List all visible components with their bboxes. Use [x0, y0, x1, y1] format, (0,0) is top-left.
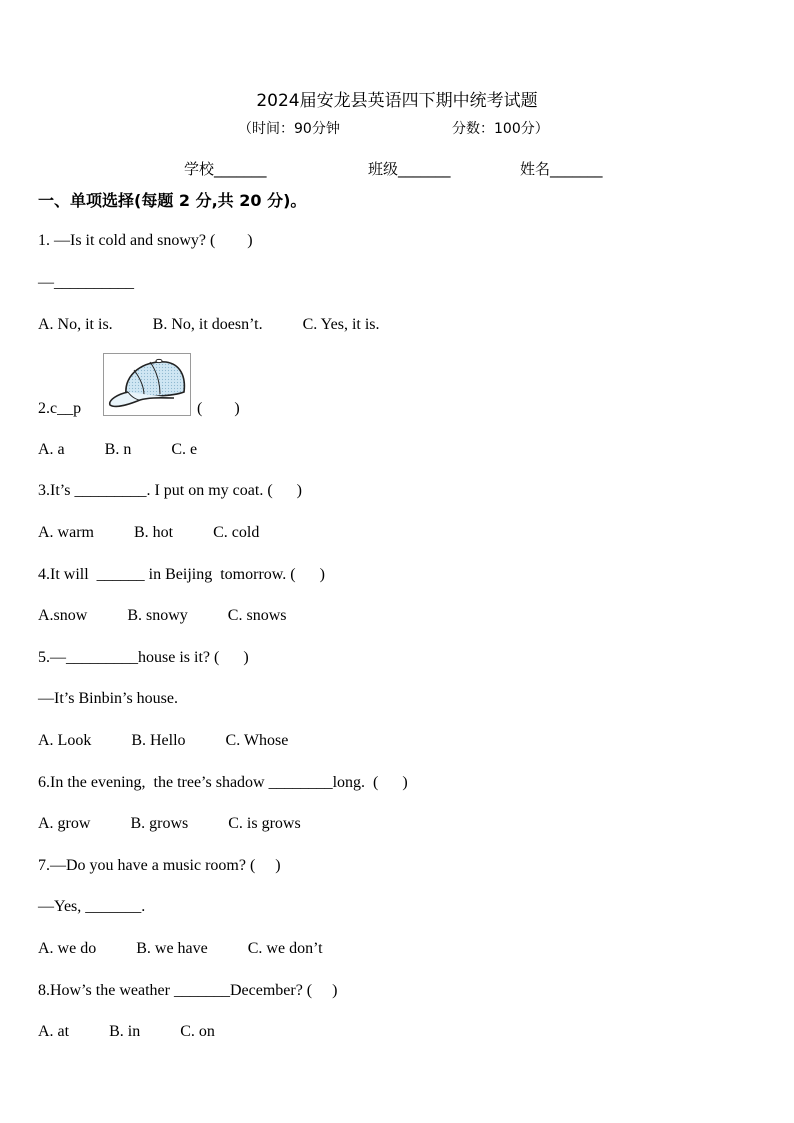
class-field: 班级_______ — [368, 160, 451, 178]
options-5: A. Look B. Hello C. Whose — [38, 732, 289, 749]
exam-time: （时间：90分钟 — [238, 121, 340, 137]
options-1: A. No, it is. B. No, it doesn’t. C. Yes, it is. — [38, 316, 380, 333]
question-2: 2.c__p — [38, 400, 82, 417]
answer-bracket-2: ( ) — [197, 400, 240, 417]
options-3: A. warm B. hot C. cold — [38, 524, 260, 541]
question-3: 3.It’s _________. I put on my coat. ( ) — [38, 482, 302, 499]
name-field: 姓名_______ — [520, 160, 603, 178]
question-8: 8.How’s the weather _______December? ( ) — [38, 982, 338, 999]
question-7: 7.—Do you have a music room? ( ) — [38, 857, 281, 874]
exam-score: 分数：100分） — [452, 121, 549, 137]
options-6: A. grow B. grows C. is grows — [38, 815, 301, 832]
options-2: A. a B. n C. e — [38, 441, 198, 458]
question-5: 5.—_________house is it? ( ) — [38, 649, 249, 666]
dialog-7: —Yes, _______. — [38, 898, 146, 915]
options-7: A. we do B. we have C. we don’t — [38, 940, 323, 957]
question-6: 6.In the evening, the tree’s shadow ________long. ( ) — [38, 774, 408, 791]
cap-icon — [104, 354, 190, 415]
answer-line-1: —__________ — [38, 274, 134, 291]
options-4: A.snow B. snowy C. snows — [38, 607, 287, 624]
cap-picture — [103, 353, 191, 416]
question-4: 4.It will ______ in Beijing tomorrow. ( ) — [38, 566, 325, 583]
section-heading: 一、单项选择(每题 2 分,共 20 分)。 — [38, 191, 307, 210]
dialog-5: —It’s Binbin’s house. — [38, 690, 179, 707]
page-title: 2024届安龙县英语四下期中统考试题 — [256, 91, 538, 111]
options-8: A. at B. in C. on — [38, 1023, 215, 1040]
question-1: 1. —Is it cold and snowy? ( ) — [38, 232, 253, 249]
school-field: 学校_______ — [184, 160, 267, 178]
